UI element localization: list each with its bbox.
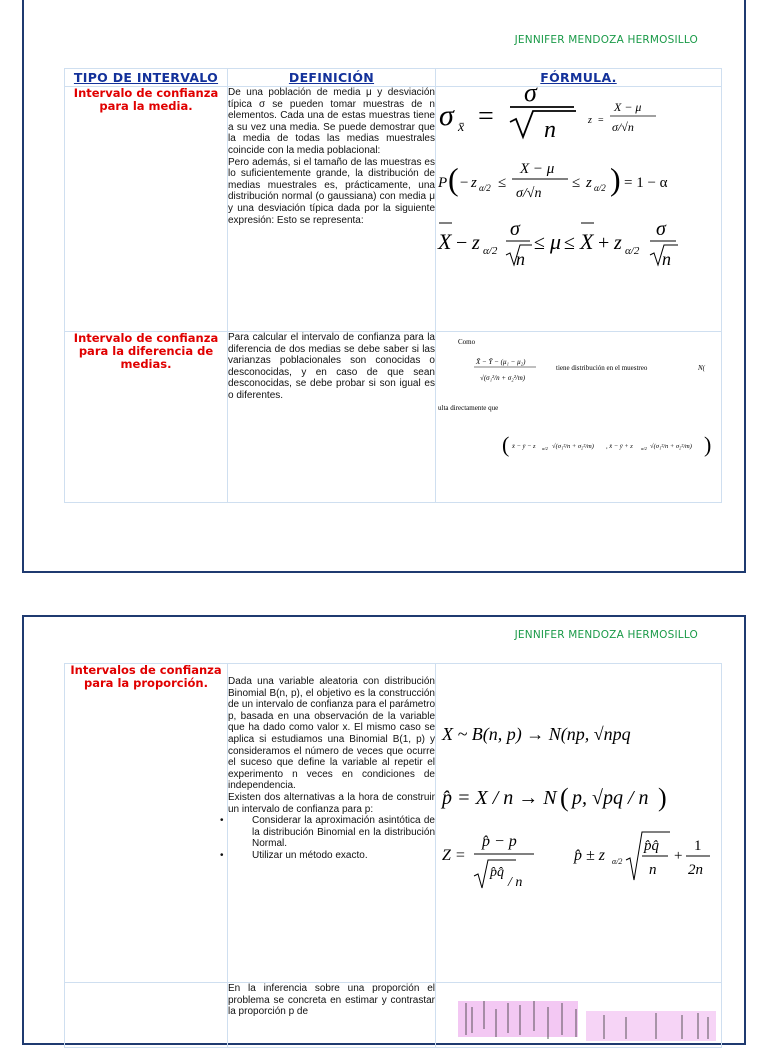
svg-text:(: ( xyxy=(560,783,569,812)
svg-text:n: n xyxy=(649,862,657,878)
definition-paragraph: Pero además, si el tamaño de las muestras es lo suficientemente grande, la distribución de medias muestrales es, prácticamente, una distribución normal (o gaussiana) con media μ y una desviación típica dada por la siguiente expresión: Esto se representa: xyxy=(228,156,435,226)
svg-text:= 1 − α: = 1 − α xyxy=(624,175,668,191)
svg-text:X: X xyxy=(580,229,594,254)
formula-proporcion xyxy=(436,664,722,983)
interval-type-diferencia: Intervalo de confianza para la diferencia de medias. xyxy=(65,332,228,503)
formula-text-resulta: ulta directamente que xyxy=(438,404,499,412)
formula-media-image xyxy=(436,87,721,327)
svg-text:σ: σ xyxy=(439,99,454,132)
svg-text:α/2: α/2 xyxy=(483,245,498,257)
svg-text:√(σ₁²/n + σ₂²/m): √(σ₁²/n + σ₂²/m) xyxy=(552,443,594,450)
formula-text-tiene: tiene distribución en el muestreo xyxy=(556,364,648,372)
svg-text:=: = xyxy=(598,115,604,126)
svg-text:X − μ: X − μ xyxy=(520,161,555,177)
list-item: • Utilizar un método exacto. xyxy=(220,849,368,861)
svg-text:n: n xyxy=(544,117,556,143)
svg-text:√(σ₁²/n + σ₂²/m): √(σ₁²/n + σ₂²/m) xyxy=(650,443,692,450)
definition-diferencia: Para calcular el intervalo de confianza para la diferencia de dos medias se debe saber si las varianzas poblacionales son conocidas o desconocidas, y en caso de que sean desconocidas, se debe probar si son igual es o diferentes. xyxy=(228,332,436,503)
difference-statistic xyxy=(474,358,536,382)
header-definition: DEFINICIÓN xyxy=(228,69,436,87)
svg-text:α/2: α/2 xyxy=(479,183,491,193)
interval-type-empty xyxy=(65,983,228,1048)
definition-media xyxy=(228,87,436,332)
svg-text:μ: μ xyxy=(550,229,562,254)
formula-diferencia-image xyxy=(436,332,721,498)
definition-inferencia: En la inferencia sobre una proporción el problema se concreta en estimar y contrastar la proporción p de xyxy=(228,983,436,1048)
table-row xyxy=(65,983,722,1048)
svg-text:z: z xyxy=(472,232,480,254)
svg-text:σ: σ xyxy=(524,87,537,107)
proportion-interval xyxy=(573,832,710,880)
svg-text:x̄ − ȳ − z: x̄ − ȳ − z xyxy=(512,443,536,450)
svg-text:p̂ = X / n → N: p̂ = X / n → N xyxy=(442,787,557,809)
svg-text:z: z xyxy=(586,175,592,191)
svg-text:α/2: α/2 xyxy=(594,183,606,193)
z-statistic-proportion xyxy=(442,833,534,890)
svg-text:α/2: α/2 xyxy=(625,245,640,257)
svg-text:−: − xyxy=(460,175,469,191)
confidence-interval-formula xyxy=(437,218,678,269)
svg-text:α/2: α/2 xyxy=(612,857,623,866)
svg-text:): ) xyxy=(658,783,667,812)
svg-text:Z =: Z = xyxy=(442,847,466,864)
svg-text:(: ( xyxy=(448,161,459,197)
interval-table xyxy=(64,68,722,503)
svg-text:σ/√n: σ/√n xyxy=(612,120,634,134)
author-header: JENNIFER MENDOZA HERMOSILLO xyxy=(514,34,698,46)
definition-proporcion xyxy=(220,664,436,983)
document-page-1 xyxy=(22,0,746,573)
svg-text:+: + xyxy=(674,848,683,864)
svg-text:≤: ≤ xyxy=(498,175,507,191)
svg-text:z: z xyxy=(614,232,622,254)
svg-text:+: + xyxy=(598,232,610,254)
standard-error-formula xyxy=(439,87,576,143)
interval-table-continued xyxy=(64,663,722,1048)
list-item: • Considerar la aproximación asintótica de la distribución Binomial en la distribución Normal. xyxy=(220,815,435,850)
svg-text:p, √pq / n: p, √pq / n xyxy=(572,787,649,809)
svg-text:≤: ≤ xyxy=(534,232,545,254)
formula-inferencia xyxy=(436,983,722,1048)
svg-text:X − μ: X − μ xyxy=(614,100,642,114)
svg-text:=: = xyxy=(478,101,494,132)
svg-text:): ) xyxy=(610,161,621,197)
svg-text:, x̄ − ȳ + z: , x̄ − ȳ + z xyxy=(606,443,633,450)
document-page-2 xyxy=(22,615,746,1045)
definition-paragraph: Dada una variable aleatoria con distribución Binomial B(n, p), el objetivo es la construcción de un intervalo de confianza para el parámetro p, basada en una observación de la variable que ha dado como valor x. El mismo caso se aplica si estudiamos una Binomial B(1, p) y consideramos el número de veces que ocurre el suceso que define la variable al repetir el experimento n veces en condiciones de independencia. xyxy=(228,676,435,792)
svg-text:√(σ₁²/n + σ₂²/m): √(σ₁²/n + σ₂²/m) xyxy=(480,374,526,382)
svg-text:/ n: / n xyxy=(508,875,523,890)
svg-text:α/2: α/2 xyxy=(641,446,647,451)
svg-text:α/2: α/2 xyxy=(542,446,548,451)
interval-type-proporcion: Intervalos de confianza para la proporción. xyxy=(65,664,228,983)
svg-text:p̂ ± z: p̂ ± z xyxy=(574,847,606,864)
svg-text:N(: N( xyxy=(698,364,705,372)
svg-text:p̂q̂: p̂q̂ xyxy=(644,838,659,854)
table-header-row xyxy=(65,69,722,87)
svg-text:σ/√n: σ/√n xyxy=(516,186,542,201)
interval-type-media: Intervalo de confianza para la media. xyxy=(65,87,228,332)
header-formula: FÓRMULA. xyxy=(436,69,722,87)
svg-text:X: X xyxy=(438,229,452,254)
formula-media xyxy=(436,87,722,332)
svg-text:2n: 2n xyxy=(688,862,703,878)
alternatives-list xyxy=(220,815,435,861)
svg-text:z: z xyxy=(471,175,477,191)
svg-text:n: n xyxy=(516,249,525,269)
svg-text:−: − xyxy=(456,232,468,254)
svg-text:≤: ≤ xyxy=(572,175,581,191)
header-type: TIPO DE INTERVALO xyxy=(65,69,228,87)
formula-inferencia-garbled-image xyxy=(436,983,721,1043)
svg-text:1: 1 xyxy=(694,838,702,854)
svg-text:x̄: x̄ xyxy=(458,120,465,135)
svg-text:p̂q̂: p̂q̂ xyxy=(490,865,504,880)
p-hat-approximation xyxy=(440,783,667,812)
table-row xyxy=(65,664,722,983)
svg-text:P: P xyxy=(438,175,448,191)
svg-text:): ) xyxy=(704,432,712,457)
binomial-approximation xyxy=(441,724,631,745)
z-statistic-formula xyxy=(587,100,656,134)
svg-text:X̄ − Ȳ − (μ₁ − μ₂): X̄ − Ȳ − (μ₁ − μ₂) xyxy=(476,358,526,366)
formula-text-como: Como xyxy=(458,338,476,346)
definition-paragraph: De una población de media μ y desviación típica σ se pueden tomar muestras de n elementos. Cada una de estas muestras tiene a su vez una media. Se puede demostrar que la media de todas las medias muestrales coincide con la media poblacional: xyxy=(228,87,435,156)
table-row xyxy=(65,87,722,332)
svg-text:σ: σ xyxy=(510,218,520,240)
svg-text:σ: σ xyxy=(656,218,666,240)
svg-text:p̂ − p: p̂ − p xyxy=(482,833,517,850)
definition-paragraph: Existen dos alternativas a la hora de construir un intervalo de confianza para p: xyxy=(228,791,435,815)
svg-text:(: ( xyxy=(502,432,510,457)
difference-interval xyxy=(502,432,711,457)
svg-text:z: z xyxy=(588,115,592,126)
probability-formula xyxy=(437,161,668,201)
svg-text:≤: ≤ xyxy=(564,232,575,254)
formula-proporcion-image xyxy=(436,664,721,978)
formula-diferencia xyxy=(436,332,722,503)
table-row xyxy=(65,332,722,503)
svg-text:n: n xyxy=(662,249,671,269)
svg-text:X ~ B(n, p) → N(np, √npq: X ~ B(n, p) → N(np, √npq xyxy=(442,724,631,744)
author-header: JENNIFER MENDOZA HERMOSILLO xyxy=(514,629,698,641)
